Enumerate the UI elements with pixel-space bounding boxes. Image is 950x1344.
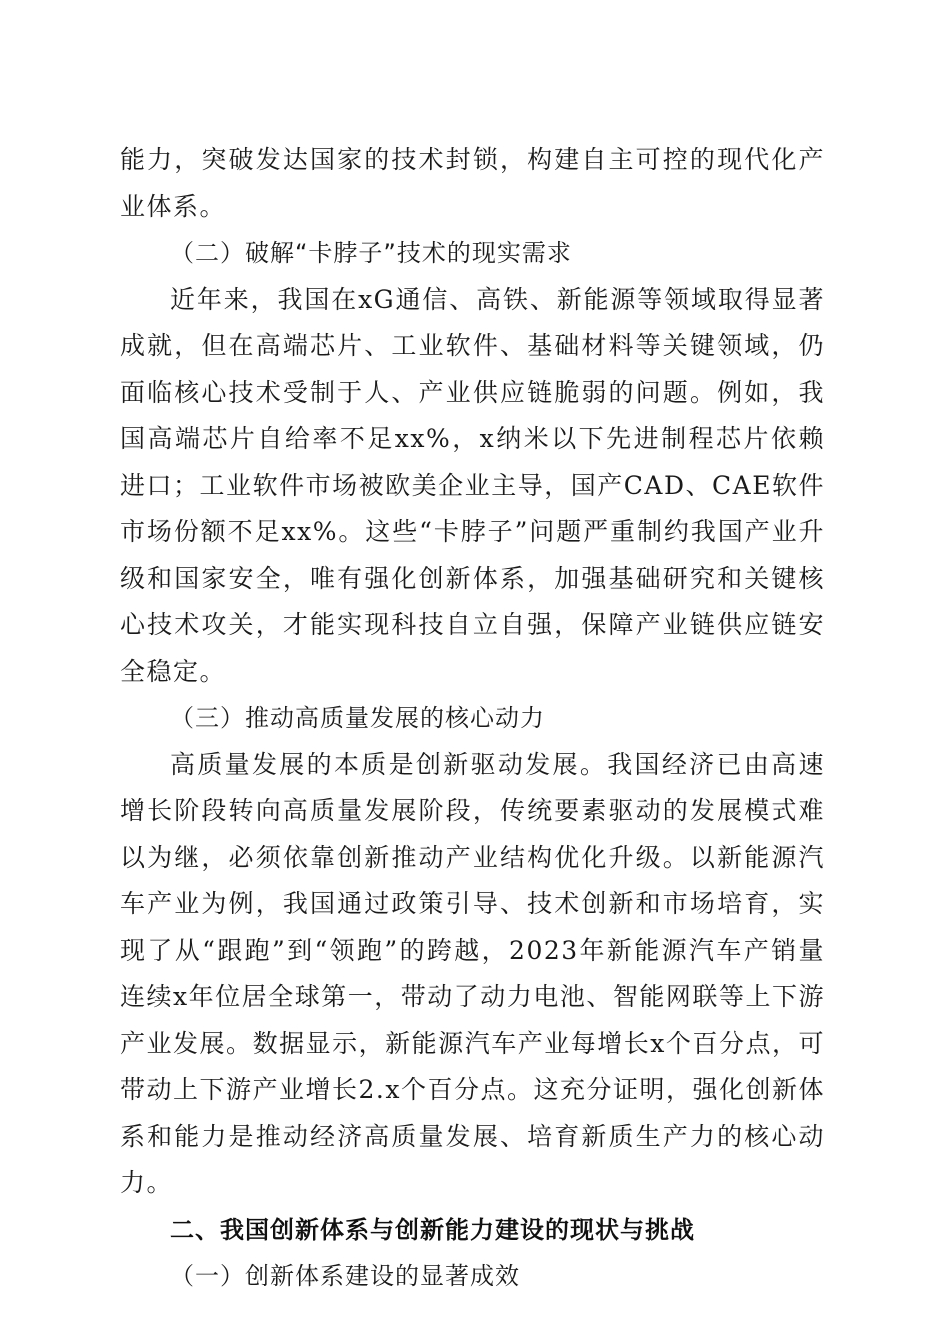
section-heading-2: 二、我国创新体系与创新能力建设的现状与挑战 — [170, 1215, 695, 1244]
paragraph-high-quality-development: 高质量发展的本质是创新驱动发展。我国经济已由高速增长阶段转向高质量发展阶段，传统要素驱动的发展模式难以为继，必须依靠创新推动产业结构优化升级。以新能源汽车产业为例，我国通过政策引导、技术创新和市场培育，实现了从“跟跑”到“领跑”的跨越，2023年新能源汽车产销量连续x年位居全球第一，带动了动力电池、智能网联等上下游产业发展。数据显示，新能源汽车产业每增长x个百分点，可带动上下游产业增长2.x个百分点。这充分证明，强化创新体系和能力是推动经济高质量发展、培育新质生产力的核心动力。 — [120, 749, 825, 1197]
subheading-2: （二）破解“卡脖子”技术的现实需求 — [170, 239, 572, 267]
paragraph-chokepoint-tech: 近年来，我国在xG通信、高铁、新能源等领域取得显著成就，但在高端芯片、工业软件、基础材料等关键领域，仍面临核心技术受制于人、产业供应链脆弱的问题。例如，我国高端芯片自给率不足xx%，x纳米以下先进制程芯片依赖进口；工业软件市场被欧美企业主导，国产CAD、CAE软件市场份额不足xx%。这些“卡脖子”问题严重制约我国产业升级和国家安全，唯有强化创新体系，加强基础研究和关键核心技术攻关，才能实现科技自立自强，保障产业链供应链安全稳定。 — [120, 284, 825, 686]
paragraph-continuation: 能力，突破发达国家的技术封锁，构建自主可控的现代化产业体系。 — [120, 145, 825, 221]
subheading-2-1: （一）创新体系建设的显著成效 — [170, 1262, 520, 1290]
document-body — [120, 137, 825, 1300]
subheading-3: （三）推动高质量发展的核心动力 — [170, 704, 545, 732]
